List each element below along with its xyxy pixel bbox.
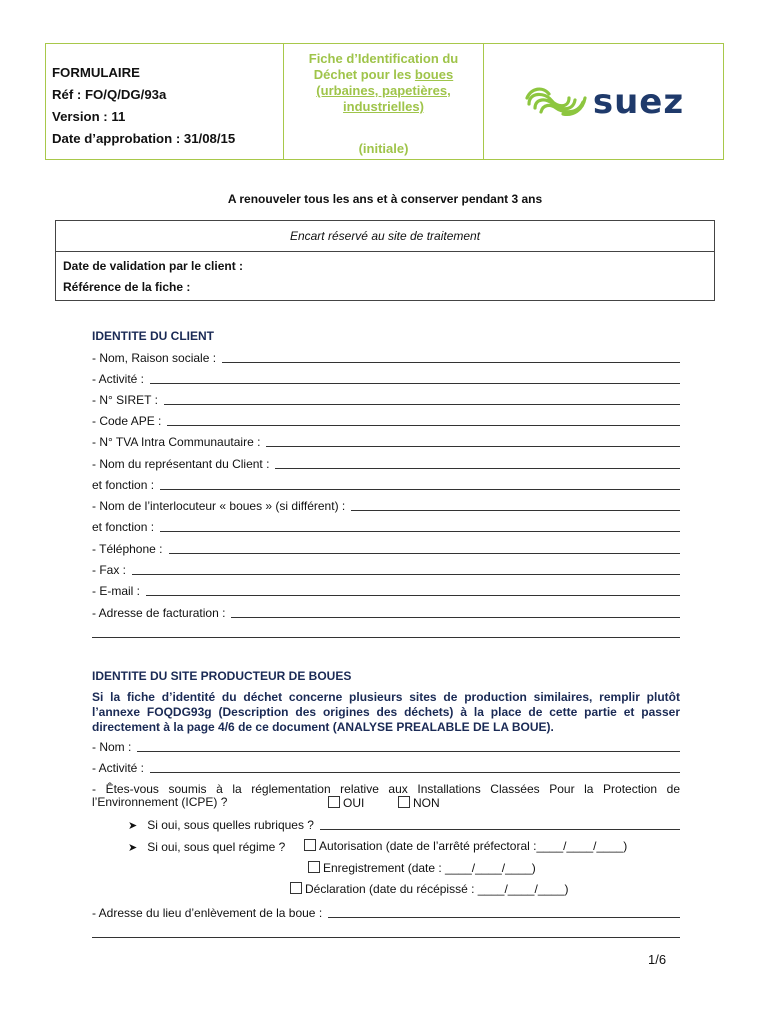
form-version: Version : 11 [52, 109, 126, 124]
icpe-non-option[interactable]: NON [398, 796, 440, 810]
checkbox-oui[interactable] [328, 796, 340, 808]
field-representative-function[interactable]: et fonction : [92, 477, 680, 492]
page-number: 1/6 [648, 952, 667, 967]
form-meta [46, 44, 284, 159]
field-sludge-contact[interactable]: - Nom de l’interlocuteur « boues » (si différent) : [92, 498, 680, 513]
field-fax[interactable]: - Fax : [92, 562, 680, 577]
field-email[interactable]: - E-mail : [92, 583, 680, 598]
arrow-bullet-icon: ➤ [128, 820, 138, 832]
checkbox-non[interactable] [398, 796, 410, 808]
regime-autorisation-option[interactable]: Autorisation (date de l’arrêté préfectoral :____/____/____) [304, 839, 627, 853]
icpe-oui-option[interactable]: OUI [328, 796, 364, 810]
suez-wordmark: suez [592, 81, 685, 122]
field-billing-address[interactable]: - Adresse de facturation : [92, 605, 680, 620]
field-rubriques[interactable]: ➤ Si oui, sous quelles rubriques ? [128, 818, 680, 832]
suez-logo [484, 44, 723, 159]
field-site-activity[interactable]: - Activité : [92, 760, 680, 775]
validation-date-label: Date de validation par le client : [63, 259, 244, 273]
field-site-name[interactable]: - Nom : [92, 739, 680, 754]
checkbox-declaration[interactable] [290, 882, 302, 894]
field-pickup-address[interactable]: - Adresse du lieu d’enlèvement de la boue : [92, 905, 680, 920]
field-billing-address-extra-line[interactable] [92, 637, 680, 638]
approval-date: Date d’approbation : 31/08/15 [52, 131, 236, 146]
checkbox-enregistrement[interactable] [308, 861, 320, 873]
title-line-3: (urbaines, papetières, [316, 83, 451, 98]
checkbox-autorisation[interactable] [304, 839, 316, 851]
document-title [284, 44, 484, 159]
site-section-heading: IDENTITE DU SITE PRODUCTEUR DE BOUES [92, 669, 352, 683]
field-ape-code[interactable]: - Code APE : [92, 413, 680, 428]
document-header [45, 43, 724, 160]
title-initial: (initiale) [358, 141, 409, 156]
form-reference: Réf : FO/Q/DG/93a [52, 87, 167, 102]
form-label: FORMULAIRE [52, 65, 140, 80]
treatment-site-box-title: Encart réservé au site de traitement [56, 221, 714, 252]
field-activity[interactable]: - Activité : [92, 371, 680, 386]
regime-declaration-option[interactable]: Déclaration (date du récépissé : ____/____/____) [290, 882, 569, 896]
field-phone[interactable]: - Téléphone : [92, 541, 680, 556]
field-vat[interactable]: - N° TVA Intra Communautaire : [92, 434, 680, 449]
field-pickup-address-extra-line[interactable] [92, 937, 680, 938]
site-section-note: Si la fiche d’identité du déchet concerne plusieurs sites de production similaires, remplir plutôt l’annexe FOQDG93g (Description des origines des déchets) à la place de cette partie et passer directement à la page 4/6 de ce document (ANALYSE PREALABLE DE LA BOUE). [92, 690, 680, 734]
arrow-bullet-icon: ➤ [128, 842, 138, 854]
field-client-representative[interactable]: - Nom du représentant du Client : [92, 456, 680, 471]
title-line-2: Déchet pour les boues [313, 67, 454, 82]
sheet-reference-label: Référence de la fiche : [63, 280, 191, 294]
field-contact-function[interactable]: et fonction : [92, 519, 680, 534]
title-line-1: Fiche d’Identification du [308, 51, 459, 66]
regime-question: ➤ Si oui, sous quel régime ? [128, 840, 286, 854]
treatment-site-box [55, 220, 715, 301]
regime-enregistrement-option[interactable]: Enregistrement (date : ____/____/____) [308, 861, 536, 875]
renewal-note: A renouveler tous les ans et à conserver pendant 3 ans [227, 192, 543, 206]
field-siret[interactable]: - N° SIRET : [92, 392, 680, 407]
title-line-4: industrielles) [343, 99, 424, 114]
icpe-question: - Êtes-vous soumis à la réglementation relative aux Installations Classées Pour la Protection de l’Environnement (ICPE) ? [92, 782, 680, 809]
client-section-heading: IDENTITE DU CLIENT [92, 329, 214, 343]
field-company-name[interactable]: - Nom, Raison sociale : [92, 350, 680, 365]
suez-swirl-icon [523, 84, 589, 120]
